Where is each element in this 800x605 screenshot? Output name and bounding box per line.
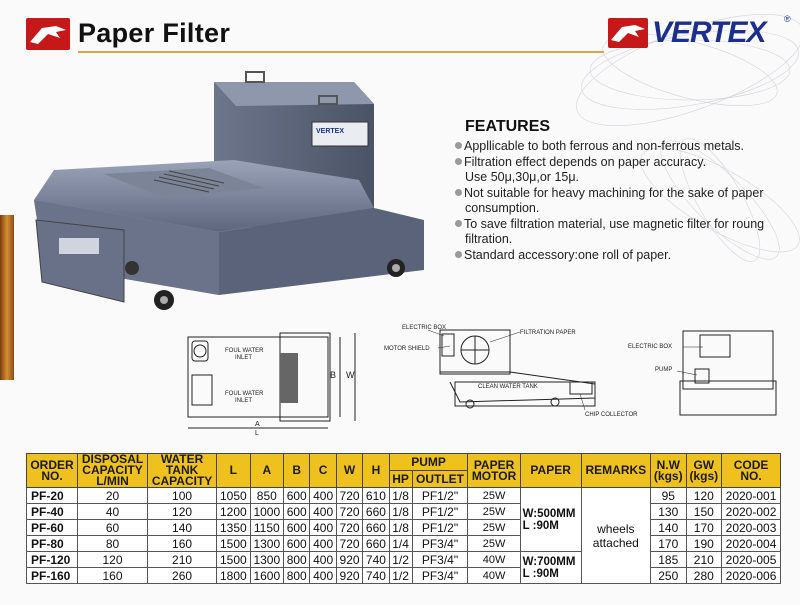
col-gw: GW (kgs) [686,454,722,488]
svg-text:B: B [330,370,337,380]
svg-text:FOUL WATER: FOUL WATER [225,348,264,354]
svg-text:INLET: INLET [235,398,253,404]
col-h: H [363,454,389,488]
svg-text:A: A [255,421,260,428]
feature-item-continued: Use 50μ,30μ,or 15μ. [465,170,580,184]
col-paper-motor: PAPER MOTOR [468,454,520,488]
brand-eagle-icon [608,18,648,48]
col-w: W [336,454,362,488]
side-view-drawing [380,322,645,422]
paper-spec-group-1: W:500MM L :90M [520,488,581,552]
end-view-drawing [625,325,785,420]
svg-text:FILTRATION PAPER: FILTRATION PAPER [520,330,576,336]
bullet-icon [455,142,462,149]
table-row: PF-40 40 120 1200 1000 600 400 720 660 1/8 PF1/2" 25W 130 150 2020-002 [27,504,781,520]
title-underline [78,51,604,53]
bullet-icon [455,158,462,165]
svg-text:ELECTRIC BOX: ELECTRIC BOX [402,325,447,331]
feature-item-continued: filtration. [465,232,513,246]
plan-view-drawing [180,325,380,435]
col-order-no: ORDER NO. [27,454,78,488]
features-title: FEATURES [465,118,551,135]
registered-mark: ® [784,14,791,24]
col-remarks: REMARKS [581,454,650,488]
col-outlet: OUTLET [412,471,468,488]
col-paper: PAPER [520,454,581,488]
feature-item: Appllicable to both ferrous and non-ferrous metals. [455,139,785,155]
col-l: L [217,454,250,488]
col-code-no: CODE NO. [722,454,781,488]
svg-text:INLET: INLET [235,355,253,361]
bullet-icon [455,251,462,258]
svg-text:PUMP: PUMP [655,367,673,373]
eagle-logo-icon [26,18,70,50]
bullet-icon [455,189,462,196]
col-disposal-capacity: DISPOSAL CAPACITY L/MIN [78,454,148,488]
features-section [455,118,785,263]
col-c: C [310,454,336,488]
brand-logo [608,16,794,52]
feature-item: Not suitable for heavy machining for the sake of paper [455,186,785,202]
brand-name: VERTEX [652,16,766,49]
table-row: PF-120 120 210 1500 1300 800 400 920 740 1/2 PF3/4" 40W W:700MM L :90M 185 210 2020-005 [27,552,781,568]
svg-text:MOTOR SHIELD: MOTOR SHIELD [384,346,430,352]
feature-item: Filtration effect depends on paper accuracy. [455,155,785,171]
feature-item: Standard accessory:one roll of paper. [455,248,785,264]
paper-spec-group-2: W:700MM L :90M [520,552,581,584]
machine-plate-text: VERTEX [316,128,345,135]
table-row: PF-160 160 260 1800 1600 800 400 920 740 1/2 PF3/4" 40W 250 280 2020-006 [27,568,781,584]
svg-text:ELECTRIC BOX: ELECTRIC BOX [628,344,673,350]
svg-text:CLEAN WATER TANK: CLEAN WATER TANK [478,384,538,390]
col-b: B [284,454,310,488]
col-a: A [250,454,283,488]
svg-text:L: L [255,430,259,435]
table-row: PF-80 80 160 1500 1300 600 400 720 660 1/4 PF3/4" 25W 170 190 2020-004 [27,536,781,552]
paper-filter-machine-image [14,70,446,315]
bullet-icon [455,220,462,227]
col-water-tank: WATER TANK CAPACITY [148,454,217,488]
feature-item: To save filtration material, use magnetic filter for roung [455,217,785,233]
page-title: Paper Filter [78,18,231,48]
left-edge-strip [0,215,14,380]
col-pump: PUMP [389,454,468,471]
svg-text:CHIP COLLECTOR: CHIP COLLECTOR [585,412,638,418]
remarks-cell: wheels attached [581,488,650,584]
svg-text:W: W [346,370,355,380]
specification-table [26,453,781,584]
col-hp: HP [389,471,412,488]
col-nw: N.W (kgs) [650,454,686,488]
table-row: PF-60 60 140 1350 1150 600 400 720 660 1/8 PF1/2" 25W 140 170 2020-003 [27,520,781,536]
table-row: PF-20 20 100 1050 850 600 400 720 610 1/8 PF1/2" 25W W:500MM L :90M wheels attached 95 120 2020-001 [27,488,781,504]
svg-text:FOUL WATER: FOUL WATER [225,391,264,397]
feature-item-continued: consumption. [465,201,540,215]
